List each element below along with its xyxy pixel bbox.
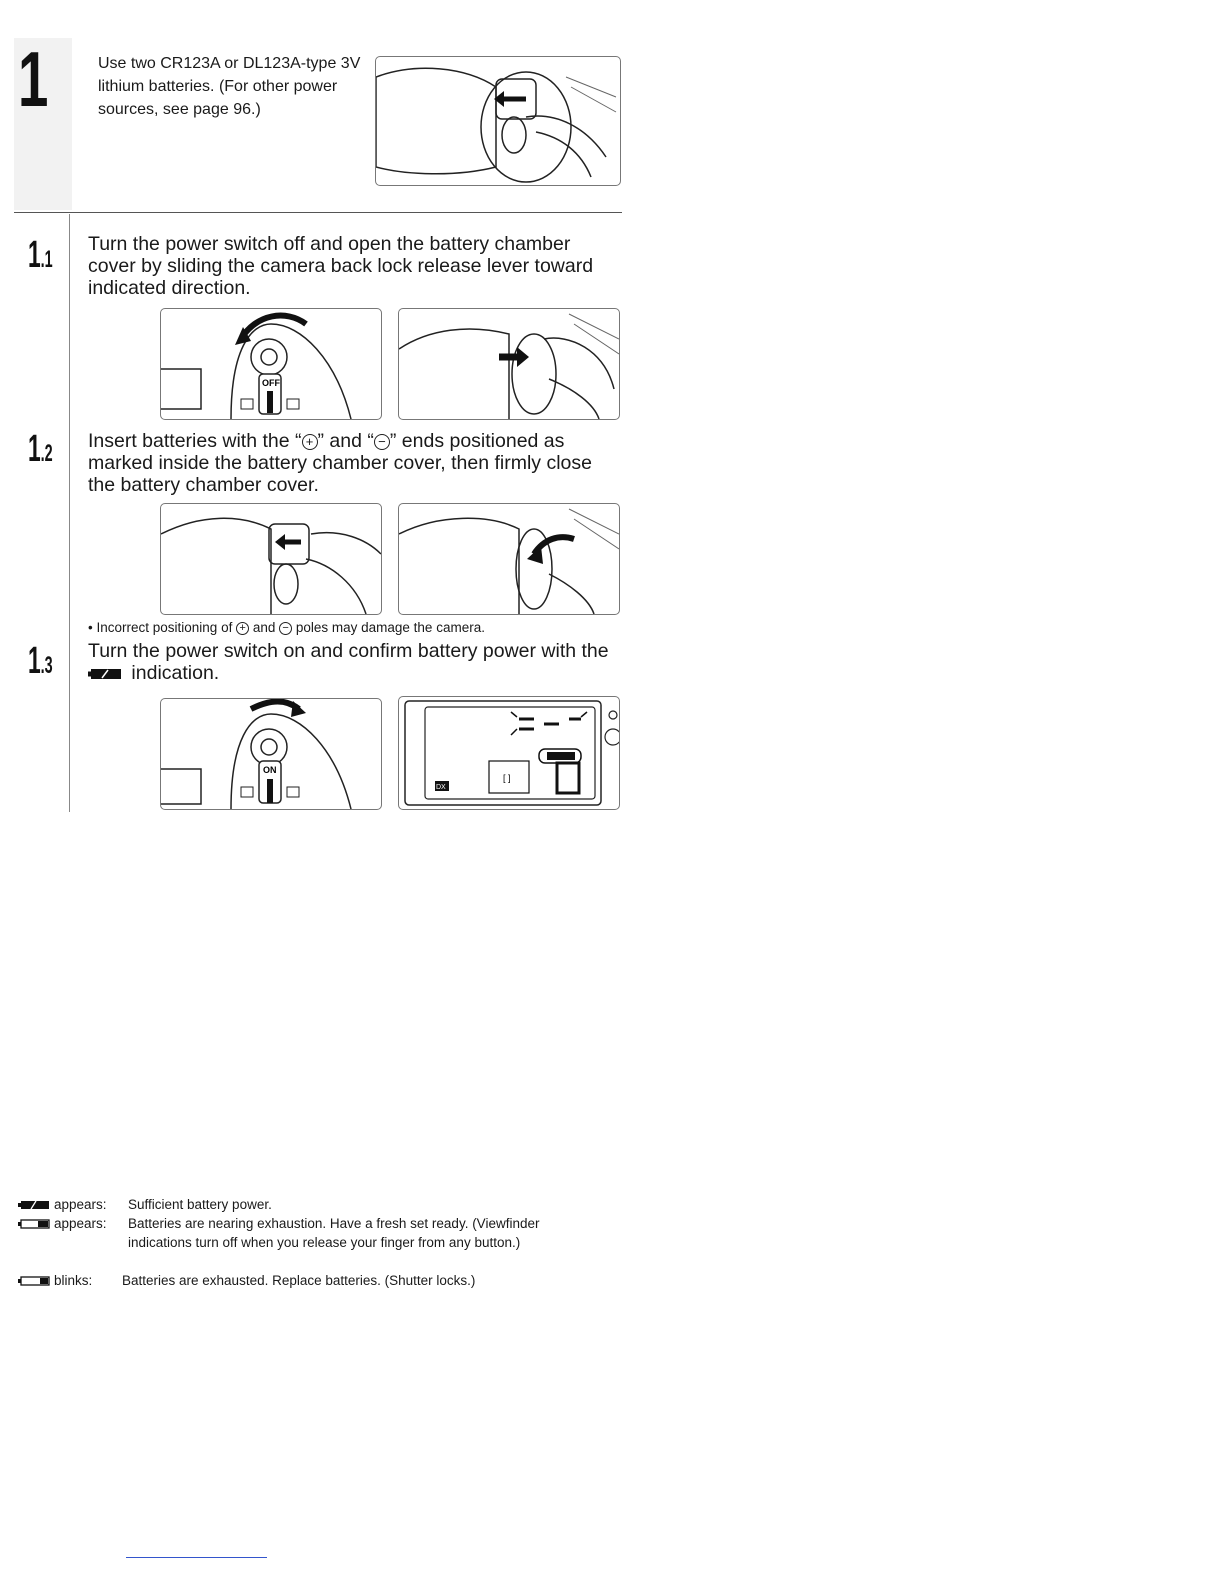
svg-text:[ ]: [ ]	[503, 773, 511, 783]
battery-insert-illustration	[375, 56, 621, 186]
minus-pole-icon: −	[279, 622, 292, 635]
switch-off-label: OFF	[262, 378, 280, 388]
battery-full-icon	[18, 1200, 50, 1210]
battery-empty-icon	[18, 1276, 50, 1286]
step-guide-line	[69, 214, 70, 812]
substep-1-1-number: 1.1	[28, 234, 53, 276]
battery-cover-release-illustration	[398, 308, 620, 420]
close-cover-illustration	[398, 503, 620, 615]
substep-1-2-number: 1.2	[28, 428, 53, 470]
legend-row-full-key: appears:	[18, 1195, 107, 1214]
power-switch-off-illustration	[160, 308, 382, 420]
legend-row-low-key: appears:	[18, 1214, 107, 1233]
battery-low-icon	[18, 1219, 50, 1229]
substep-1-2-text: Insert batteries with the “ + ” and “ − ” ends positioned as marked inside the battery chamber cover, then firmly close the battery chamber cover.	[88, 430, 592, 496]
step-1-marker	[14, 35, 72, 210]
legend-row-full-value: Sufficient battery power.	[128, 1197, 272, 1212]
legend-row-low-value: Batteries are nearing exhaustion. Have a fresh set ready. (Viewfinder indications turn off when you release your finger from any button.)	[128, 1216, 540, 1250]
lcd-dx-label: DX	[436, 784, 446, 791]
substep-1-3-text: Turn the power switch on and confirm battery power with the indication.	[88, 640, 609, 684]
switch-on-label: ON	[263, 765, 277, 775]
polarity-warning-note: • Incorrect positioning of + and − poles may damage the camera.	[88, 620, 485, 635]
plus-pole-icon: +	[302, 434, 318, 450]
power-switch-on-illustration	[160, 698, 382, 810]
footer-underline	[126, 1557, 267, 1558]
minus-pole-icon: −	[374, 434, 390, 450]
step-1-text: Use two CR123A or DL123A-type 3V lithium batteries. (For other power sources, see page 96.)	[98, 55, 361, 118]
battery-indicator-legend	[18, 1195, 578, 1295]
lcd-panel-illustration	[398, 696, 620, 810]
substep-1-1-text: Turn the power switch off and open the battery chamber cover by sliding the camera back lock release lever toward indicated direction.	[88, 233, 594, 299]
battery-full-icon	[88, 668, 122, 680]
substep-1-3-number: 1.3	[28, 640, 53, 682]
plus-pole-icon: +	[236, 622, 249, 635]
legend-row-empty-key: blinks:	[18, 1271, 92, 1290]
step-1-number: 1	[18, 35, 49, 123]
insert-batteries-illustration	[160, 503, 382, 615]
legend-row-empty-value: Batteries are exhausted. Replace batteries. (Shutter locks.)	[122, 1273, 476, 1288]
section-divider	[14, 212, 622, 213]
